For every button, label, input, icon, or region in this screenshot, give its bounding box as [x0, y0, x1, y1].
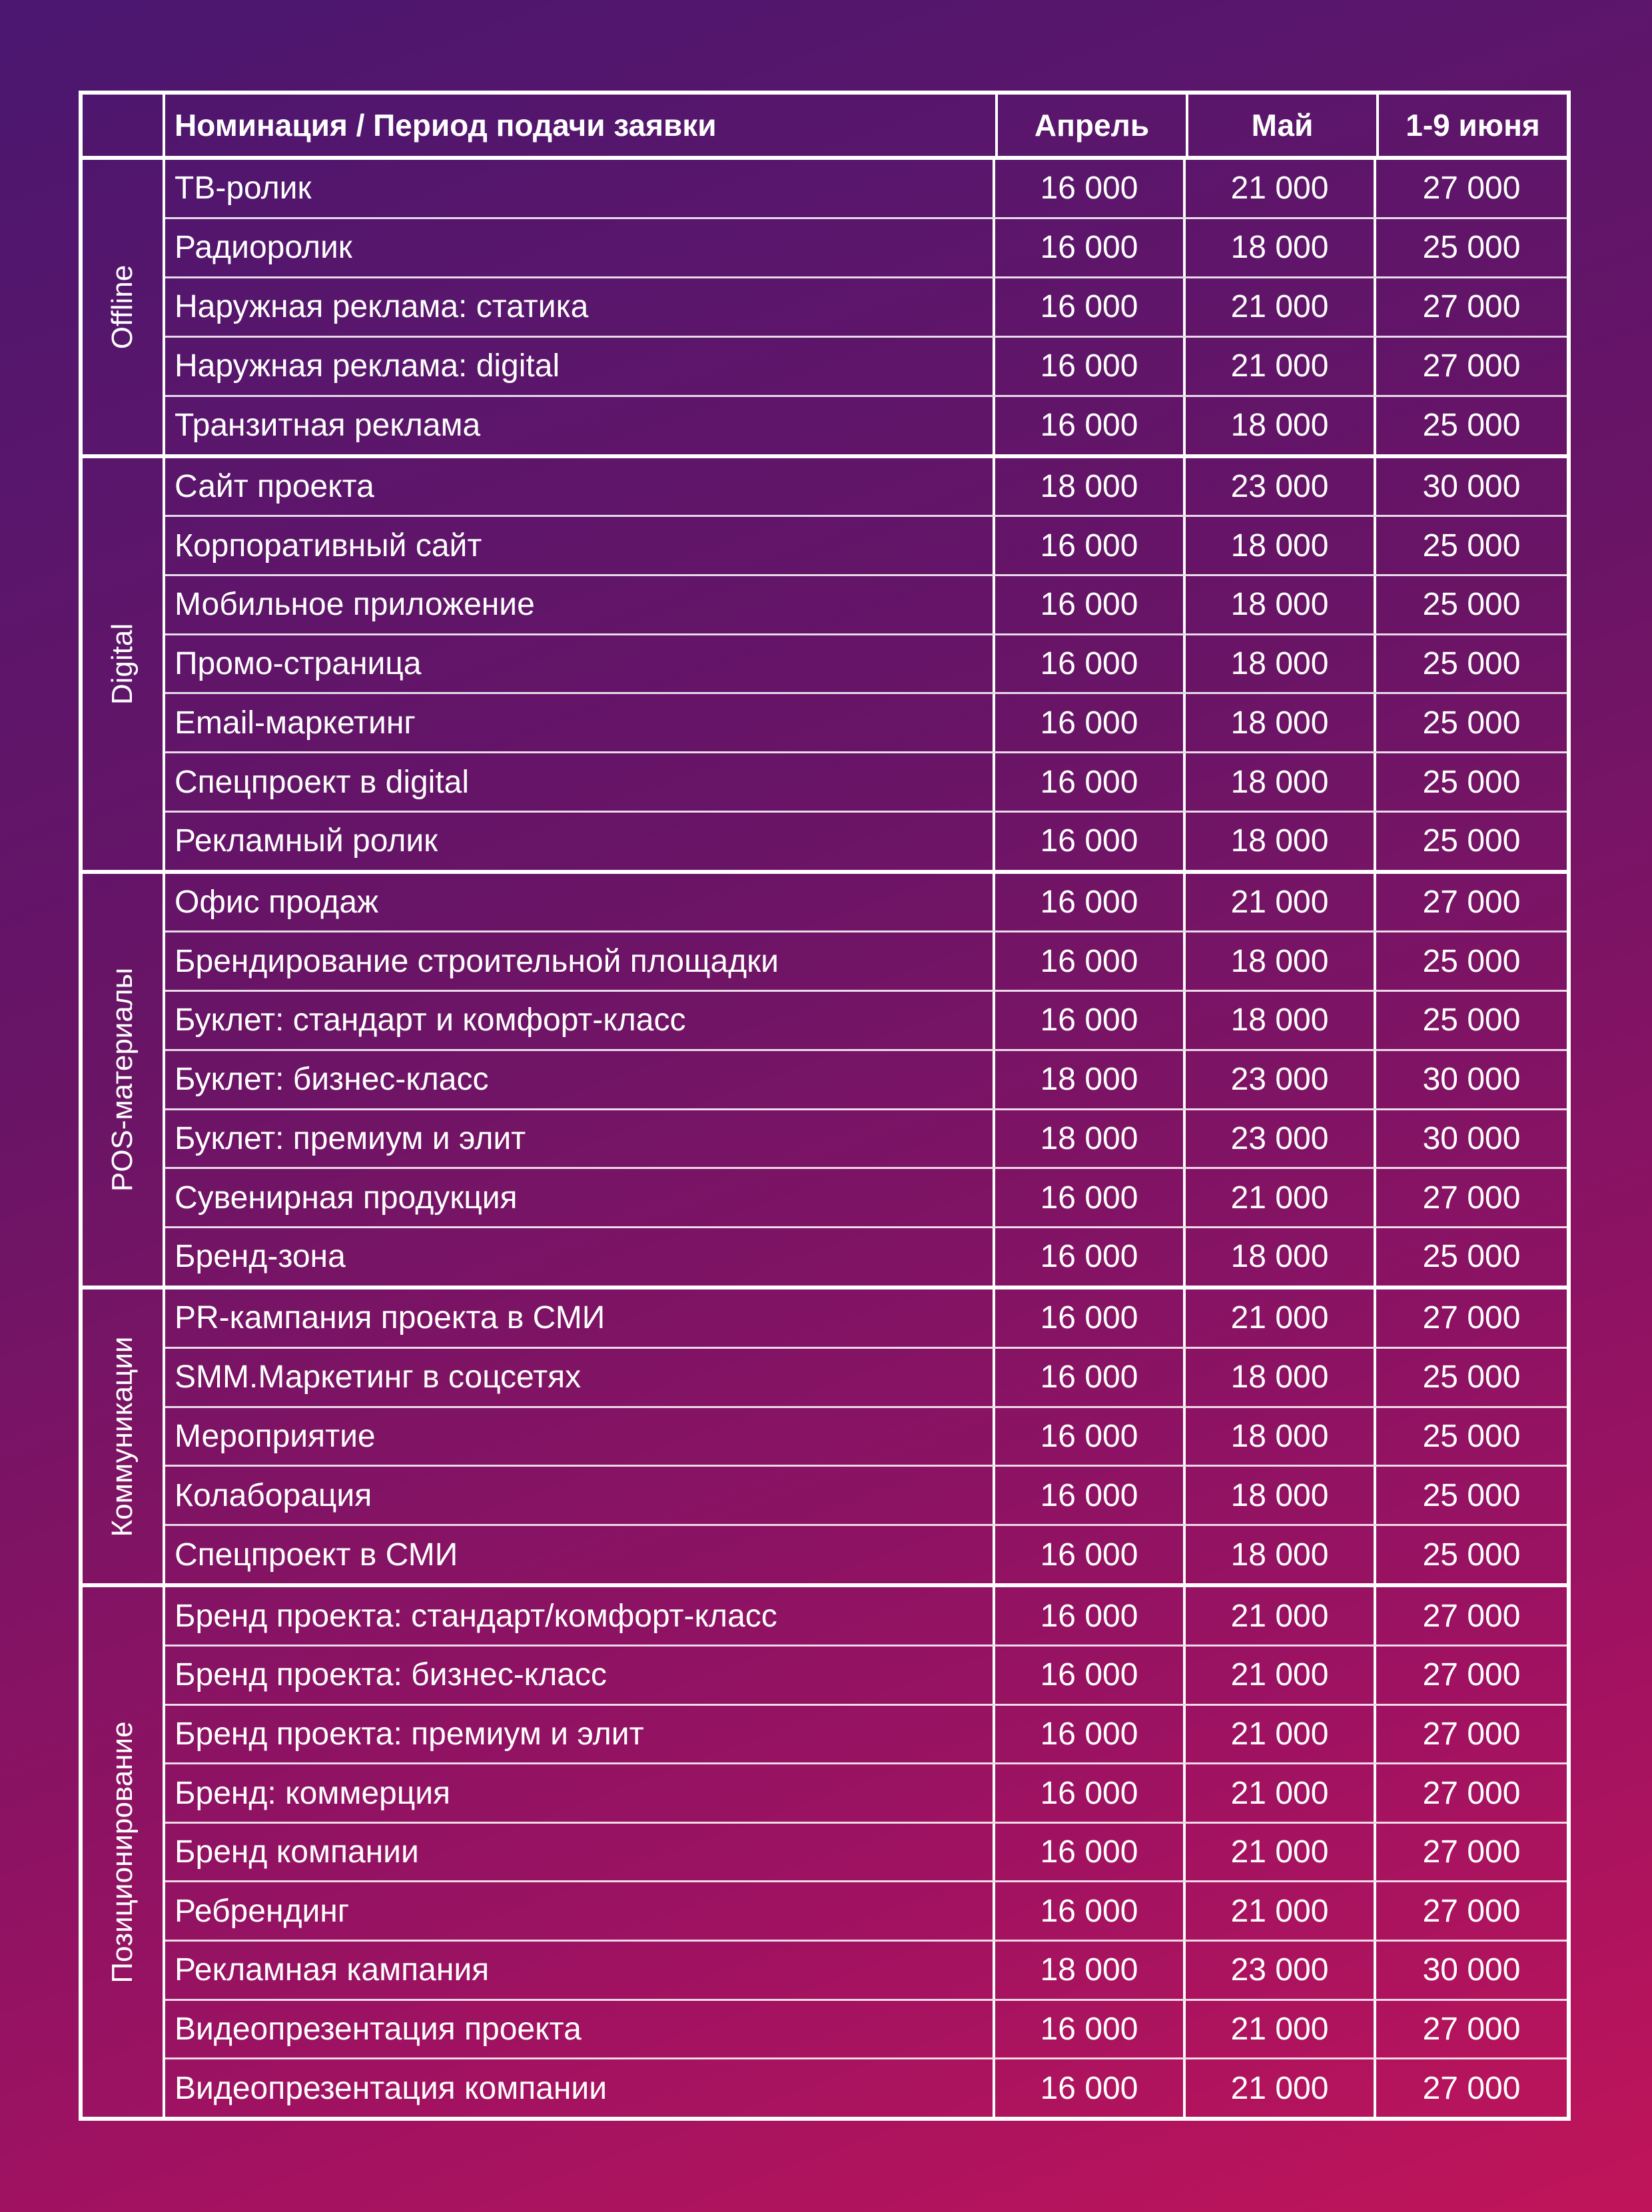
group-label-text: Digital: [106, 623, 139, 705]
group-0: [83, 160, 1567, 458]
table-row: [165, 1169, 1567, 1228]
april-price-cell: 16 000: [995, 160, 1186, 217]
april-price-cell: 16 000: [995, 517, 1186, 574]
nomination-cell: Корпоративный сайт: [165, 517, 995, 574]
nomination-cell: Мобильное приложение: [165, 576, 995, 633]
nomination-cell: PR-кампания проекта в СМИ: [165, 1290, 995, 1347]
april-price-cell: 16 000: [995, 1349, 1186, 1406]
june-price-cell: 25 000: [1422, 1537, 1521, 1573]
nomination-cell: Радиоролик: [165, 219, 995, 276]
april-price-cell: 16 000: [995, 397, 1186, 454]
april-price-cell: 18 000: [995, 1051, 1186, 1108]
table-row: [165, 278, 1567, 338]
may-price-cell: 23 000: [1186, 1110, 1376, 1168]
april-price-cell: 16 000: [995, 278, 1186, 336]
table-row: [165, 576, 1567, 635]
table-row: [165, 1824, 1567, 1883]
group-rows: [165, 458, 1567, 870]
june-price-cell: 25 000: [1422, 705, 1521, 741]
june-price-cell: 27 000: [1422, 1180, 1521, 1216]
april-price-cell: 16 000: [995, 1467, 1186, 1524]
table-row: [165, 1408, 1567, 1467]
table-row: [165, 160, 1567, 219]
april-price-cell: 16 000: [995, 576, 1186, 633]
june-price-cell: 27 000: [1422, 289, 1521, 325]
table-row: [165, 1228, 1567, 1286]
nomination-cell: Сайт проекта: [165, 458, 995, 516]
group-2: [83, 874, 1567, 1290]
table-row: [165, 1706, 1567, 1765]
nomination-cell: ТВ-ролик: [165, 160, 995, 217]
june-price-cell: 27 000: [1422, 885, 1521, 920]
group-label: [83, 1587, 165, 2117]
may-price-cell: 18 000: [1186, 219, 1376, 276]
nomination-cell: Видеопрезентация компании: [165, 2059, 995, 2117]
may-price-cell: 18 000: [1186, 813, 1376, 870]
table-row: [165, 813, 1567, 870]
nomination-cell: SMM.Маркетинг в соцсетях: [165, 1349, 995, 1406]
april-price-cell: 18 000: [995, 1942, 1186, 1999]
table-body: [83, 160, 1567, 2117]
nomination-cell: Колаборация: [165, 1467, 995, 1524]
group-1: [83, 458, 1567, 874]
april-price-cell: 16 000: [995, 1587, 1186, 1645]
table-header: [83, 95, 1567, 160]
may-price-cell: 21 000: [1186, 1882, 1376, 1940]
april-price-cell: 16 000: [995, 932, 1186, 990]
nomination-cell: Видеопрезентация проекта: [165, 2001, 995, 2058]
april-price-cell: 16 000: [995, 2059, 1186, 2117]
table-row: [165, 1349, 1567, 1408]
nomination-cell: Брендирование строительной площадки: [165, 932, 995, 990]
june-price-cell: 27 000: [1422, 1716, 1521, 1752]
nomination-cell: Мероприятие: [165, 1408, 995, 1465]
april-price-cell: 16 000: [995, 1824, 1186, 1881]
april-price-cell: 16 000: [995, 1882, 1186, 1940]
june-price-cell: 25 000: [1422, 528, 1521, 563]
group-rows: [165, 874, 1567, 1286]
may-price-cell: 21 000: [1186, 874, 1376, 931]
table-row: [165, 1290, 1567, 1349]
june-price-cell: 25 000: [1422, 587, 1521, 623]
may-price-cell: 18 000: [1186, 635, 1376, 693]
april-price-cell: 16 000: [995, 1647, 1186, 1704]
group-3: [83, 1290, 1567, 1588]
june-price-cell: 30 000: [1422, 1952, 1521, 1988]
may-price-cell: 18 000: [1186, 1349, 1376, 1406]
table-row: [165, 458, 1567, 518]
header-june: 1-9 июня: [1406, 108, 1540, 143]
nomination-cell: Наружная реклама: статика: [165, 278, 995, 336]
june-price-cell: 25 000: [1422, 823, 1521, 859]
may-price-cell: 21 000: [1186, 2001, 1376, 2058]
group-label: [83, 1290, 165, 1584]
table-row: [165, 1764, 1567, 1824]
nomination-cell: Бренд компании: [165, 1824, 995, 1881]
june-price-cell: 27 000: [1422, 1657, 1521, 1693]
june-price-cell: 27 000: [1422, 1893, 1521, 1929]
nomination-cell: Бренд проекта: премиум и элит: [165, 1706, 995, 1763]
june-price-cell: 27 000: [1422, 1598, 1521, 1634]
june-price-cell: 30 000: [1422, 1120, 1521, 1156]
may-price-cell: 23 000: [1186, 1942, 1376, 1999]
april-price-cell: 16 000: [995, 1764, 1186, 1822]
table-row: [165, 338, 1567, 397]
table-row: [165, 1587, 1567, 1647]
may-price-cell: 18 000: [1186, 517, 1376, 574]
april-price-cell: 16 000: [995, 874, 1186, 931]
table-row: [165, 1882, 1567, 1942]
april-price-cell: 16 000: [995, 753, 1186, 811]
header-may: Май: [1188, 95, 1379, 156]
april-price-cell: 16 000: [995, 992, 1186, 1049]
may-price-cell: 18 000: [1186, 753, 1376, 811]
april-price-cell: 16 000: [995, 1526, 1186, 1583]
june-price-cell: 25 000: [1422, 1477, 1521, 1513]
nomination-cell: Транзитная реклама: [165, 397, 995, 454]
may-price-cell: 18 000: [1186, 1408, 1376, 1465]
may-price-cell: 21 000: [1186, 1290, 1376, 1347]
nomination-cell: Email-маркетинг: [165, 694, 995, 751]
may-price-cell: 23 000: [1186, 1051, 1376, 1108]
april-price-cell: 16 000: [995, 1706, 1186, 1763]
may-price-cell: 21 000: [1186, 1169, 1376, 1226]
nomination-cell: Сувенирная продукция: [165, 1169, 995, 1226]
june-price-cell: 25 000: [1422, 1419, 1521, 1455]
nomination-cell: Офис продаж: [165, 874, 995, 931]
june-price-cell: 27 000: [1422, 2012, 1521, 2047]
pricing-table: [79, 91, 1571, 2121]
group-4: [83, 1587, 1567, 2117]
may-price-cell: 18 000: [1186, 932, 1376, 990]
april-price-cell: 16 000: [995, 2001, 1186, 2058]
may-price-cell: 21 000: [1186, 1587, 1376, 1645]
table-row: [165, 1647, 1567, 1706]
may-price-cell: 21 000: [1186, 2059, 1376, 2117]
nomination-cell: Буклет: стандарт и комфорт-класс: [165, 992, 995, 1049]
group-label: [83, 458, 165, 870]
table-row: [165, 2059, 1567, 2117]
april-price-cell: 16 000: [995, 635, 1186, 693]
april-price-cell: 16 000: [995, 338, 1186, 395]
april-price-cell: 16 000: [995, 1228, 1186, 1286]
table-row: [165, 1110, 1567, 1170]
april-price-cell: 18 000: [995, 458, 1186, 516]
april-price-cell: 18 000: [995, 1110, 1186, 1168]
april-price-cell: 16 000: [995, 219, 1186, 276]
may-price-cell: 18 000: [1186, 397, 1376, 454]
table-row: [165, 874, 1567, 933]
april-price-cell: 16 000: [995, 694, 1186, 751]
table-row: [165, 932, 1567, 992]
nomination-cell: Рекламная кампания: [165, 1942, 995, 1999]
header-april: Апрель: [998, 95, 1188, 156]
june-price-cell: 25 000: [1422, 764, 1521, 800]
table-row: [165, 1051, 1567, 1110]
table-row: [165, 517, 1567, 576]
nomination-cell: Спецпроект в СМИ: [165, 1526, 995, 1583]
june-price-cell: 27 000: [1422, 2070, 1521, 2106]
group-rows: [165, 160, 1567, 454]
may-price-cell: 23 000: [1186, 458, 1376, 516]
june-price-cell: 27 000: [1422, 171, 1521, 206]
may-price-cell: 18 000: [1186, 1228, 1376, 1286]
group-label-text: Offline: [106, 264, 139, 349]
table-row: [165, 397, 1567, 454]
may-price-cell: 18 000: [1186, 1526, 1376, 1583]
table-row: [165, 635, 1567, 695]
nomination-cell: Промо-страница: [165, 635, 995, 693]
header-nomination: Номинация / Период подачи заявки: [165, 95, 998, 156]
table-row: [165, 2001, 1567, 2060]
june-price-cell: 25 000: [1422, 230, 1521, 266]
nomination-cell: Буклет: премиум и элит: [165, 1110, 995, 1168]
may-price-cell: 18 000: [1186, 992, 1376, 1049]
table-row: [165, 1942, 1567, 2001]
group-label: [83, 874, 165, 1286]
nomination-cell: Спецпроект в digital: [165, 753, 995, 811]
june-price-cell: 25 000: [1422, 943, 1521, 979]
group-rows: [165, 1290, 1567, 1584]
may-price-cell: 21 000: [1186, 1764, 1376, 1822]
group-label-text: POS-материалы: [106, 967, 139, 1192]
group-label: [83, 160, 165, 454]
nomination-cell: Наружная реклама: digital: [165, 338, 995, 395]
group-rows: [165, 1587, 1567, 2117]
may-price-cell: 21 000: [1186, 278, 1376, 336]
june-price-cell: 30 000: [1422, 1062, 1521, 1098]
june-price-cell: 25 000: [1422, 1359, 1521, 1395]
may-price-cell: 21 000: [1186, 1706, 1376, 1763]
june-price-cell: 30 000: [1422, 468, 1521, 504]
table-row: [165, 694, 1567, 753]
may-price-cell: 21 000: [1186, 160, 1376, 217]
nomination-cell: Рекламный ролик: [165, 813, 995, 870]
june-price-cell: 27 000: [1422, 1775, 1521, 1811]
may-price-cell: 18 000: [1186, 576, 1376, 633]
june-price-cell: 25 000: [1422, 646, 1521, 682]
may-price-cell: 21 000: [1186, 1824, 1376, 1881]
group-label-text: Коммуникации: [106, 1336, 139, 1537]
nomination-cell: Бренд проекта: бизнес-класс: [165, 1647, 995, 1704]
table-row: [165, 1526, 1567, 1583]
april-price-cell: 16 000: [995, 1290, 1186, 1347]
april-price-cell: 16 000: [995, 813, 1186, 870]
june-price-cell: 27 000: [1422, 348, 1521, 384]
june-price-cell: 25 000: [1422, 408, 1521, 444]
nomination-cell: Бренд проекта: стандарт/комфорт-класс: [165, 1587, 995, 1645]
table-row: [165, 753, 1567, 813]
nomination-cell: Бренд-зона: [165, 1228, 995, 1286]
june-price-cell: 25 000: [1422, 1002, 1521, 1038]
april-price-cell: 16 000: [995, 1169, 1186, 1226]
nomination-cell: Бренд: коммерция: [165, 1764, 995, 1822]
may-price-cell: 21 000: [1186, 338, 1376, 395]
group-label-text: Позиционирование: [106, 1721, 139, 1984]
may-price-cell: 18 000: [1186, 1467, 1376, 1524]
june-price-cell: 27 000: [1422, 1834, 1521, 1870]
april-price-cell: 16 000: [995, 1408, 1186, 1465]
table-row: [165, 1467, 1567, 1526]
header-corner-cell: [83, 95, 165, 156]
nomination-cell: Буклет: бизнес-класс: [165, 1051, 995, 1108]
may-price-cell: 18 000: [1186, 694, 1376, 751]
june-price-cell: 27 000: [1422, 1300, 1521, 1336]
june-price-cell: 25 000: [1422, 1239, 1521, 1275]
table-row: [165, 992, 1567, 1051]
may-price-cell: 21 000: [1186, 1647, 1376, 1704]
table-row: [165, 219, 1567, 278]
nomination-cell: Ребрендинг: [165, 1882, 995, 1940]
